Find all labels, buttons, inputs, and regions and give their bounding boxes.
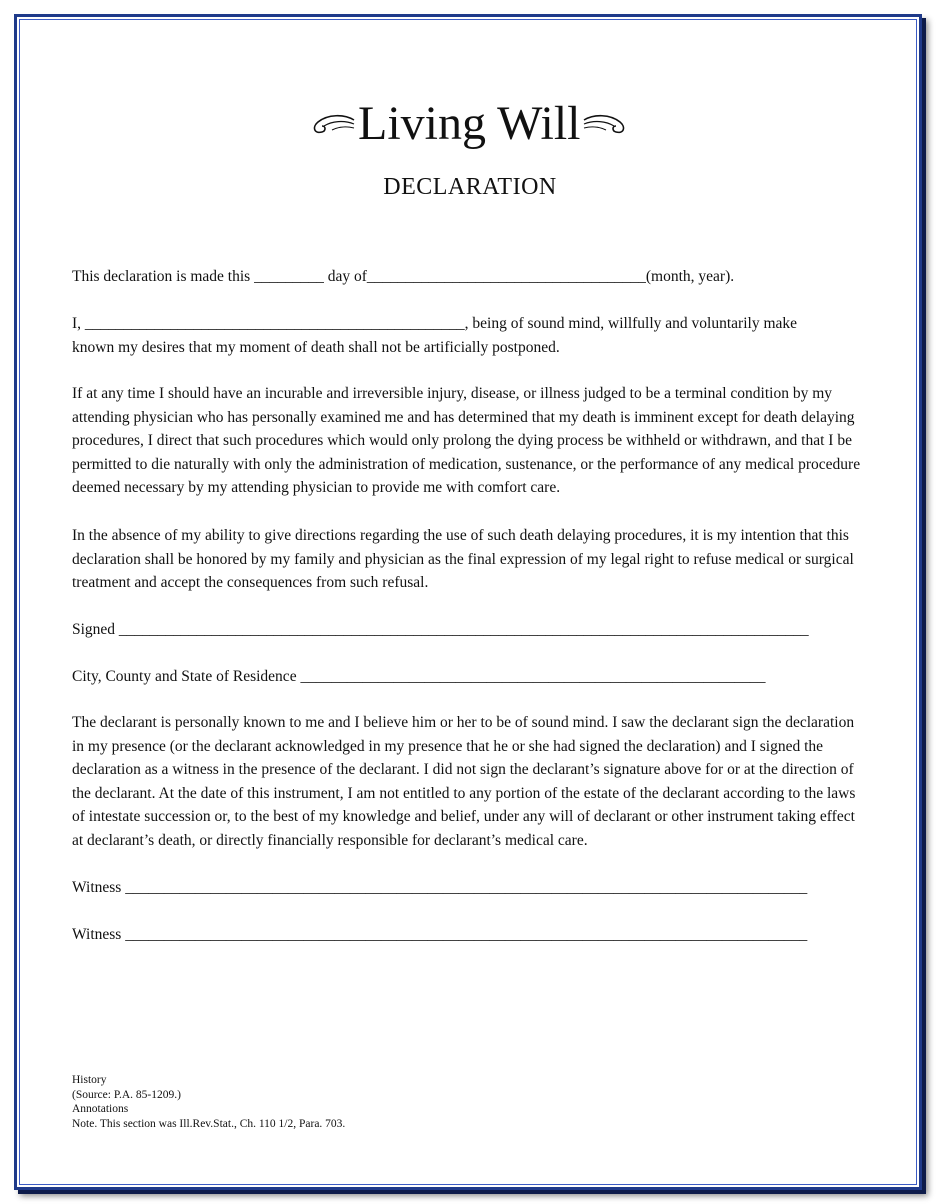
footer-notes [72,1073,345,1131]
terminal-condition-paragraph: If at any time I should have an incurable and irreversible injury, disease, or illness judged to be a terminal condition by my attending physician who has personally examined me and has determined that my death is imminent except for death delaying procedures, I direct that such procedures which would only prolong the dying process be withheld or withdrawn, and that I be permitted to die naturally with only the administration of medication, sustenance, or the performance of any medical procedure deemed necessary by my attending physician to provide me with comfort care. [72,385,861,496]
witness-line-1: Witness ________________________________________________________________________________________ [72,879,808,896]
footer-note: Note. This section was Ill.Rev.Stat., Ch. 110 1/2, Para. 703. [72,1117,346,1130]
absence-of-ability-paragraph: In the absence of my ability to give directions regarding the use of such death delaying procedures, it is my intention that this declaration shall be honored by my family and physician as the final expression of my legal right to refuse medical or surgical treatment and accept the consequences from such refusal. [72,527,854,591]
footer-history: History [72,1074,107,1086]
declaration-date-line: This declaration is made this _________ day of____________________________________(month, year). [72,268,735,285]
title-block [310,98,630,154]
witness-statement-paragraph: The declarant is personally known to me and I believe him or her to be of sound mind. I saw the declarant sign the declaration in my presence (or the declarant acknowledged in my presence that he or she had signed the declaration) and I signed the declaration as a witness in the presence of the declarant. I did not sign the declarant’s signature above for or at the direction of the declarant. At the date of this instrument, I am not entitled to any portion of the estate of the declarant according to the laws of intestate succession or, to the best of my knowledge and belief, under any will of declarant or other instrument taking effect at declarant’s death, or directly financially responsible for declarant’s medical care. [72,714,856,849]
flourish-left-icon [310,110,356,140]
declarant-intent-line: known my desires that my moment of death shall not be artificially postponed. [72,339,560,356]
document-title: Living Will [358,97,581,150]
document-subtitle: DECLARATION [383,174,557,200]
footer-annotations: Annotations [72,1103,129,1115]
witness-line-2: Witness ________________________________________________________________________________________ [72,926,808,943]
signed-line: Signed _________________________________________________________________________________________ [72,621,809,638]
flourish-right-icon [582,110,628,140]
footer-source: (Source: P.A. 85-1209.) [72,1088,181,1101]
residence-line: City, County and State of Residence ____________________________________________________________ [72,668,766,685]
declarant-name-line: I, _________________________________________________, being of sound mind, willfully and voluntarily make [72,315,798,332]
